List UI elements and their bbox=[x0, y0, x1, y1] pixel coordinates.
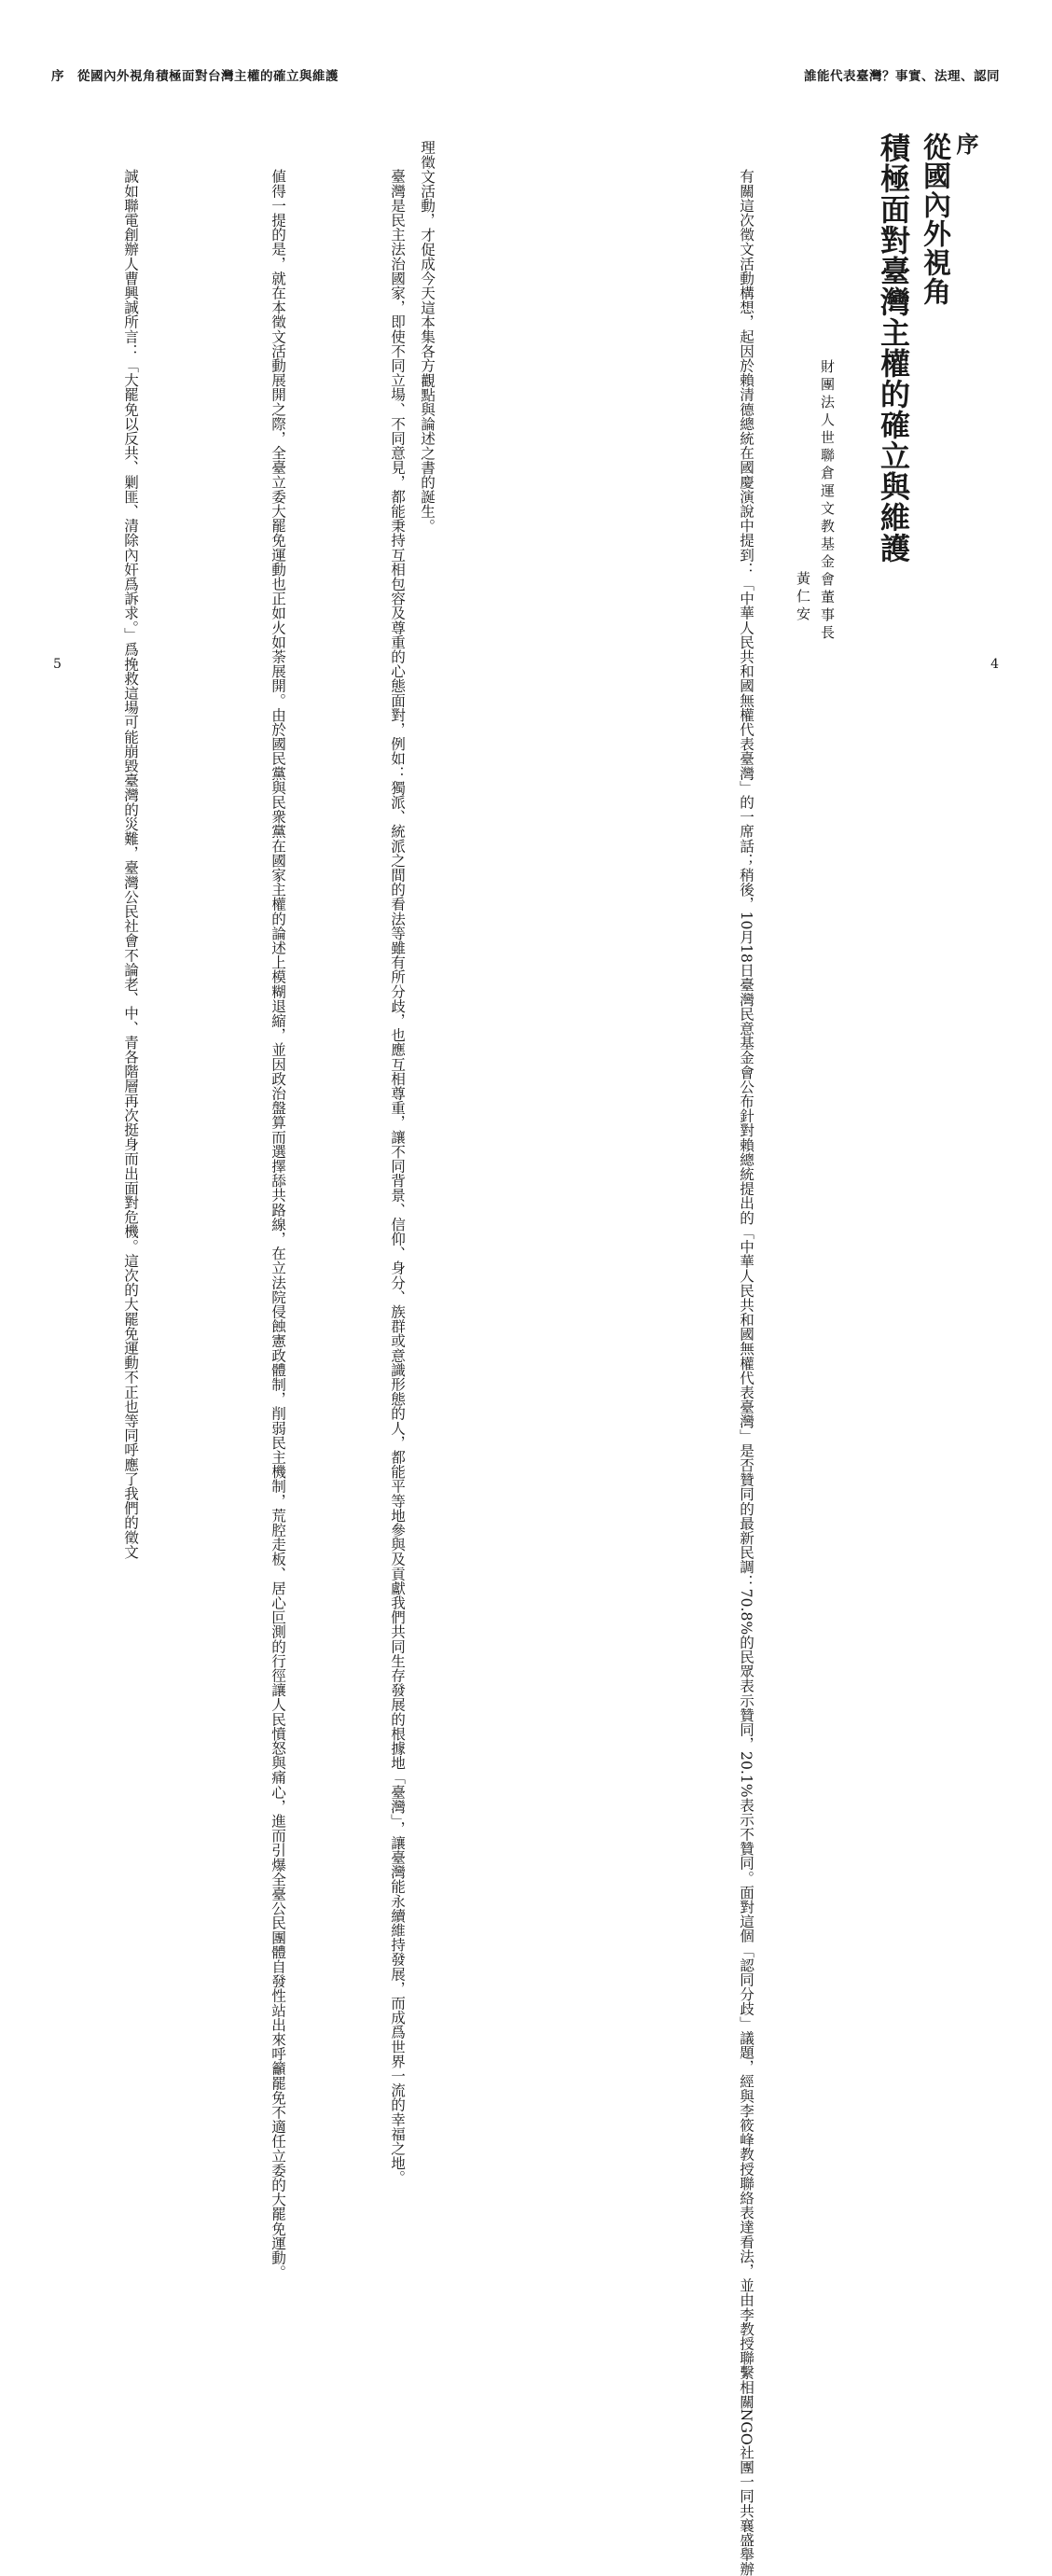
paragraph-1-continued bbox=[412, 140, 442, 644]
title-line-2: 積極面對臺灣主權的確立與維護 bbox=[876, 132, 911, 564]
running-head-left bbox=[51, 69, 339, 84]
paragraph-1 bbox=[612, 140, 761, 2576]
paragraph-4 bbox=[56, 140, 145, 1559]
paragraph-2-text: 臺灣是民主法治國家，即使不同立場、不同意見，都能秉持互相包容及尊重的心態面對，例如：獨派、統派之間的看法等雖有所分歧，也應互相尊重，讓不同背景、信仰、身分、族群或意識形態的人，都能平等地參與及貢獻我們共同生存發展的根據地「臺灣」，讓臺灣能永續維持發展，而成爲世界一流的幸福之地。 bbox=[389, 169, 406, 2185]
paragraph-1-text: 有關這次徵文活動構想，起因於賴清德總統在國慶演說中提到：「中華人民共和國無權代表臺灣」的一席話；稍後，10月18日臺灣民意基金會公布針對賴總統提出的「中華人民共和國無權代表臺灣」是否贊同的最新民調：70.8%的民眾表示贊同，20.1%表示不贊同。面對這個「認同分歧」議題，經與李筱峰教授聯絡表達看法，並由李教授聯繫相關NGO社團一同共襄盛舉辦 bbox=[738, 169, 754, 2576]
running-head-book-title: 誰能代表臺灣？事實、法理、認同 bbox=[804, 69, 1000, 84]
author-name: 黃仁安 bbox=[795, 571, 811, 624]
author-affiliation: 財團法人世聯倉運文教基金會董事長 bbox=[819, 359, 836, 643]
section-label: 序 bbox=[952, 132, 979, 155]
paragraph-4-text: 誠如聯電創辦人曹興誠所言：「大罷免以反共、剿匪、清除內奸爲訴求。」爲挽救這場可能崩毀臺灣的災難，臺灣公民社會不論老、中、青各階層再次挺身而出面對危機。這次的大罷免運動不正也等同呼應了我們的徵文 bbox=[122, 169, 139, 1559]
paragraph-2 bbox=[293, 140, 412, 2185]
title-line-1: 從國內外視角 bbox=[918, 132, 950, 306]
running-head-chapter-title: 從國內外視角積極面對台灣主權的確立與維護 bbox=[77, 69, 339, 84]
paragraph-1-continued-text: 理徵文活動，才促成今天這本集各方觀點與論述之書的誕生。 bbox=[419, 140, 436, 534]
page-number-left: 5 bbox=[53, 657, 62, 672]
paragraph-3-text: 値得一提的是，就在本徵文活動展開之際，全臺立委大罷免運動也正如火如荼展開。由於國民黨與民衆黨在國家主權的論述上模糊退縮，並因政治盤算而選擇舔共路線，在立法院侵蝕憲政體制，削弱民主機制，荒腔走板、居心叵測的行徑讓人民憤怒與痛心，進而引爆全臺公民團體自發性站出來呼籲罷免不適任立委的大罷免運動。 bbox=[270, 169, 286, 2280]
paragraph-3 bbox=[144, 140, 293, 2280]
running-head-section: 序 bbox=[51, 69, 64, 84]
page-number-right: 4 bbox=[990, 657, 999, 672]
